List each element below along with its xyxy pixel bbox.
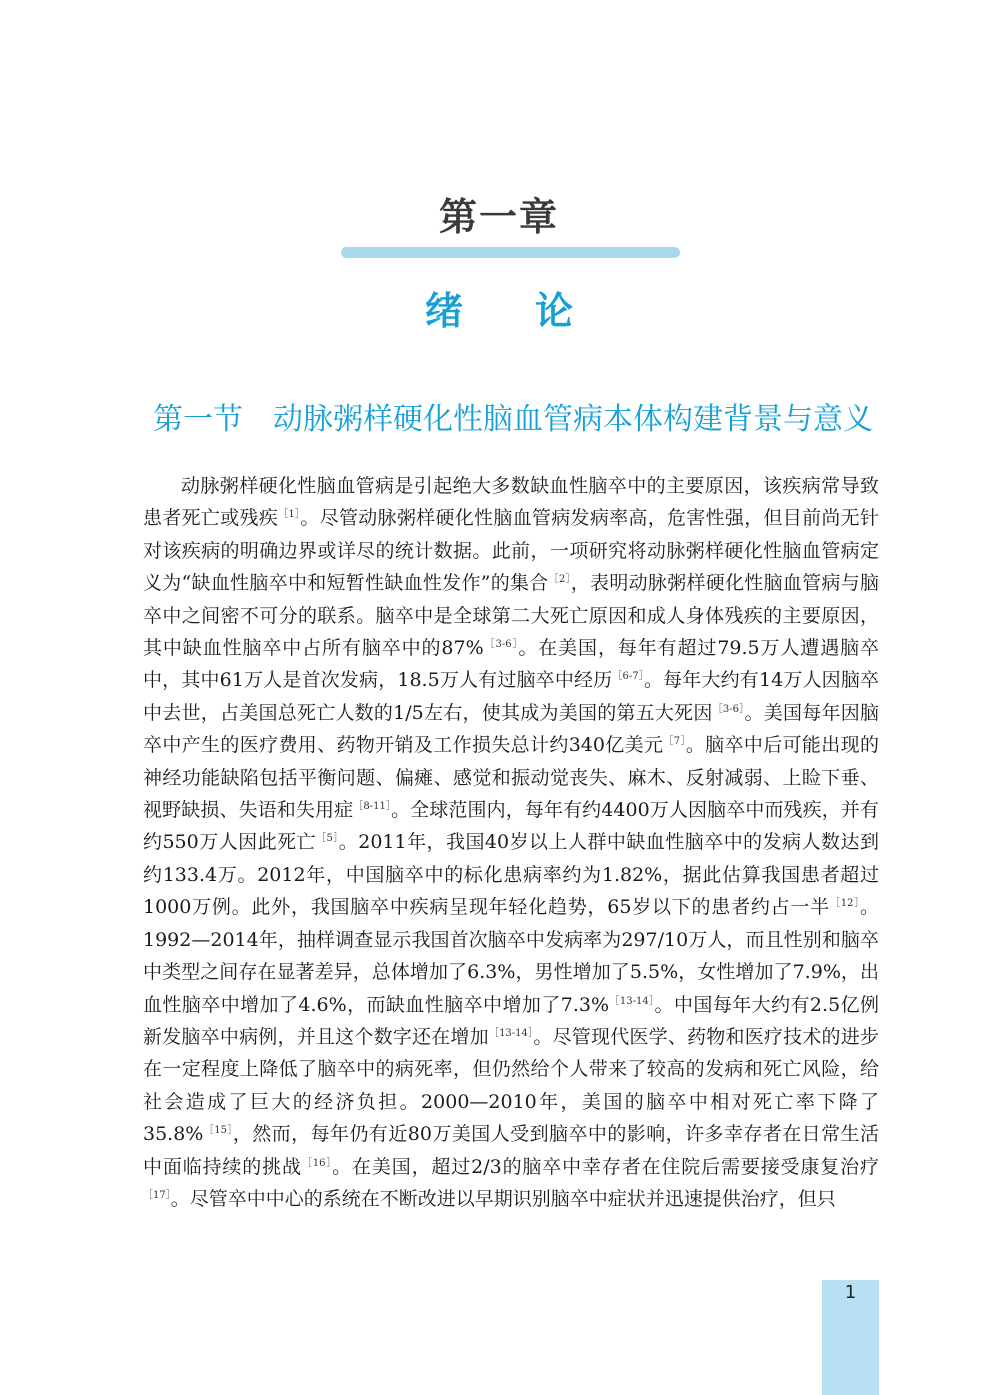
citation: ［3-6］	[712, 703, 745, 715]
citation: ［7］	[663, 736, 686, 748]
text-run: 。在美国，超过2/3的脑卒中幸存者在住院后需要接受康复治疗	[332, 1155, 879, 1178]
citation: ［1］	[278, 509, 301, 521]
citation: ［17］	[143, 1189, 171, 1201]
chapter-divider-bar	[341, 247, 680, 258]
citation: ［3-6］	[483, 639, 519, 651]
text-run: 动脉粥样硬化性脑血管病是引起绝大多数缺血性脑卒中的主要原因，该疾病常导致患者死亡或残疾	[143, 475, 879, 530]
section-number: 第一节	[153, 402, 243, 437]
page-number: 1	[844, 1282, 857, 1303]
paragraph	[143, 470, 879, 1215]
text-run: 。尽管卒中中心的系统在不断改进以早期识别脑卒中症状并迅速提供治疗，但只	[170, 1187, 836, 1210]
text-run: 。中国每年大约有2.5亿例新发脑卒中病例，并且这个数字还在增加	[143, 993, 880, 1048]
text-run: 。脑卒中后可能出现的神经功能缺陷包括平衡问题、偏瘫、感觉和振动觉丧失、麻木、反射减弱、上睑下垂、视野缺损、失语和失用症	[143, 734, 879, 822]
text-run: 。2011年，我国40岁以上人群中缺血性脑卒中的发病人数达到约133.4万。2012年，中国脑卒中的标化患病率约为1.82%，据此估算我国患者超过1000万例。此外，我国脑卒中疾病呈现年轻化趋势，65岁以下的患者约占一半	[143, 831, 879, 919]
section-heading	[153, 394, 893, 438]
citation: ［13-14］	[609, 995, 655, 1007]
text-run: 。1992—2014年，抽样调查显示我国首次脑卒中发病率为297/10万人，而且性别和脑卒中类型之间存在显著差异，总体增加了6.3%，男性增加了5.5%，女性增加了7.9%，出血性脑卒中增加了4.6%，而缺血性脑卒中增加了7.3%	[143, 896, 879, 1016]
page-number-tab	[822, 1280, 879, 1395]
chapter-title: 绪论	[424, 289, 645, 333]
citation: ［12］	[829, 898, 860, 910]
text-run: 。尽管动脉粥样硬化性脑血管病发病率高，危害性强，但目前尚无针对该疾病的明确边界或详尽的统计数据。此前，一项研究将动脉粥样硬化性脑血管病定义为“缺血性脑卒中和短暂性缺血性发作”的集合	[143, 507, 879, 595]
text-run: 。美国每年因脑卒中产生的医疗费用、药物开销及工作损失总计约340亿美元	[143, 701, 879, 757]
citation: ［2］	[548, 574, 571, 586]
citation: ［6-7］	[612, 671, 644, 683]
text-run: ，表明动脉粥样硬化性脑血管病与脑卒中之间密不可分的联系。脑卒中是全球第二大死亡原因和成人身体残疾的主要原因，其中缺血性脑卒中占所有脑卒中的87%	[143, 572, 879, 660]
text-run: ，然而，每年仍有近80万美国人受到脑卒中的影响，许多幸存者在日常生活中面临持续的挑战	[143, 1123, 879, 1178]
text-run: 。尽管现代医学、药物和医疗技术的进步在一定程度上降低了脑卒中的病死率，但仍然给个人带来了较高的发病和死亡风险，给社会造成了巨大的经济负担。2000—2010年，美国的脑卒中相对死亡率下降了35.8%	[143, 1025, 879, 1146]
citation: ［15］	[203, 1125, 233, 1137]
chapter-label: 第一章	[438, 194, 559, 239]
citation: ［5］	[316, 833, 339, 845]
text-run: 。全球范围内，每年有约4400万人因脑卒中而残疾，并有约550万人因此死亡	[143, 799, 880, 854]
citation: ［13-14］	[488, 1027, 534, 1039]
citation: ［8-11］	[353, 801, 392, 813]
text-run: 。在美国，每年有超过79.5万人遭遇脑卒中，其中61万人是首次发病，18.5万人有过脑卒中经历	[143, 637, 879, 692]
section-title: 动脉粥样硬化性脑血管病本体构建背景与意义	[273, 402, 873, 437]
text-run: 。每年大约有14万人因脑卒中去世，占美国总死亡人数的1/5左右，使其成为美国的第五大死因	[143, 669, 879, 724]
citation: ［16］	[301, 1157, 333, 1169]
body-text	[143, 470, 879, 1215]
